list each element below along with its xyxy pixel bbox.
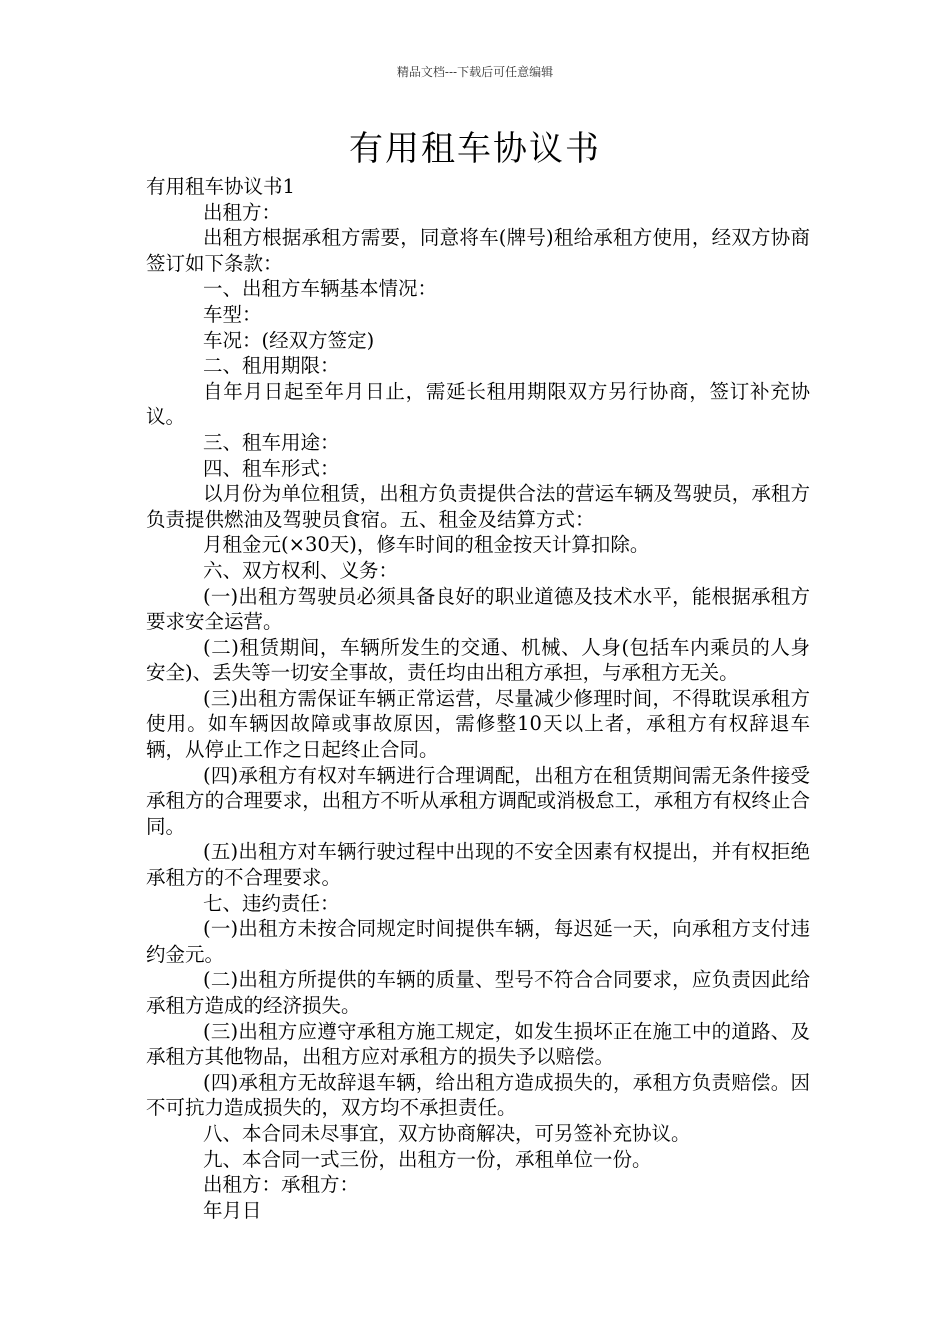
paragraph: 出租方根据承租方需要，同意将车(牌号)租给承租方使用，经双方协商签订如下条款：	[146, 226, 810, 275]
paragraph: 八、本合同未尽事宜，双方协商解决，可另签补充协议。	[203, 1121, 691, 1145]
paragraph: 六、双方权利、义务：	[203, 558, 399, 582]
paragraph: 九、本合同一式三份，出租方一份，承租单位一份。	[203, 1147, 652, 1171]
paragraph: (五)出租方对车辆行驶过程中出现的不安全因素有权提出，并有权拒绝承租方的不合理要求。	[146, 840, 810, 890]
paragraph: 有用租车协议书1	[146, 175, 295, 198]
paragraph: 自年月日起至年月日止，需延长租用期限双方另行协商，签订补充协议。	[146, 379, 810, 429]
paragraph: 一、出租方车辆基本情况：	[203, 277, 438, 301]
page-header: 精品文档---下载后可任意编辑	[396, 65, 554, 79]
paragraph: 车型：	[203, 302, 262, 326]
paragraph: (四)承租方无故辞退车辆，给出租方造成损失的，承租方负责赔偿。因不可抗力造成损失的，双方均不承担责任。	[146, 1070, 810, 1120]
paragraph: 三、租车用途：	[203, 430, 340, 454]
document-body	[146, 174, 810, 1223]
paragraph: 车况：(经双方签定)	[203, 328, 375, 352]
paragraph: 出租方：承租方：	[203, 1173, 360, 1197]
paragraph: (一)出租方驾驶员必须具备良好的职业道德及技术水平，能根据承租方要求安全运营。	[146, 584, 810, 634]
paragraph: (四)承租方有权对车辆进行合理调配，出租方在租赁期间需无条件接受承租方的合理要求，出租方不听从承租方调配或消极怠工，承租方有权终止合同。	[146, 763, 810, 838]
paragraph: (二)出租方所提供的车辆的质量、型号不符合合同要求，应负责因此给承租方造成的经济损失。	[146, 968, 810, 1017]
paragraph: (三)出租方应遵守承租方施工规定，如发生损坏正在施工中的道路、及承租方其他物品，出租方应对承租方的损失予以赔偿。	[146, 1019, 810, 1069]
document-title: 有用租车协议书	[349, 129, 601, 169]
paragraph: 以月份为单位租赁，出租方负责提供合法的营运车辆及驾驶员，承租方负责提供燃油及驾驶员食宿。五、租金及结算方式：	[146, 482, 810, 531]
paragraph: (二)租赁期间，车辆所发生的交通、机械、人身(包括车内乘员的人身安全)、丢失等一切安全事故，责任均由出租方承担，与承租方无关。	[146, 635, 810, 685]
paragraph: 四、租车形式：	[203, 456, 340, 480]
paragraph: 二、租用期限：	[203, 354, 340, 378]
paragraph: 年月日	[203, 1198, 262, 1222]
paragraph: 七、违约责任：	[203, 891, 340, 915]
paragraph: 月租金元(×30天)，修车时间的租金按天计算扣除。	[203, 533, 650, 557]
paragraph: 出租方：	[203, 200, 282, 224]
paragraph: (一)出租方未按合同规定时间提供车辆，每迟延一天，向承租方支付违约金元。	[146, 917, 810, 966]
paragraph: (三)出租方需保证车辆正常运营，尽量减少修理时间，不得耽误承租方使用。如车辆因故障或事故原因，需修整10天以上者，承租方有权辞退车辆，从停止工作之日起终止合同。	[146, 686, 810, 762]
